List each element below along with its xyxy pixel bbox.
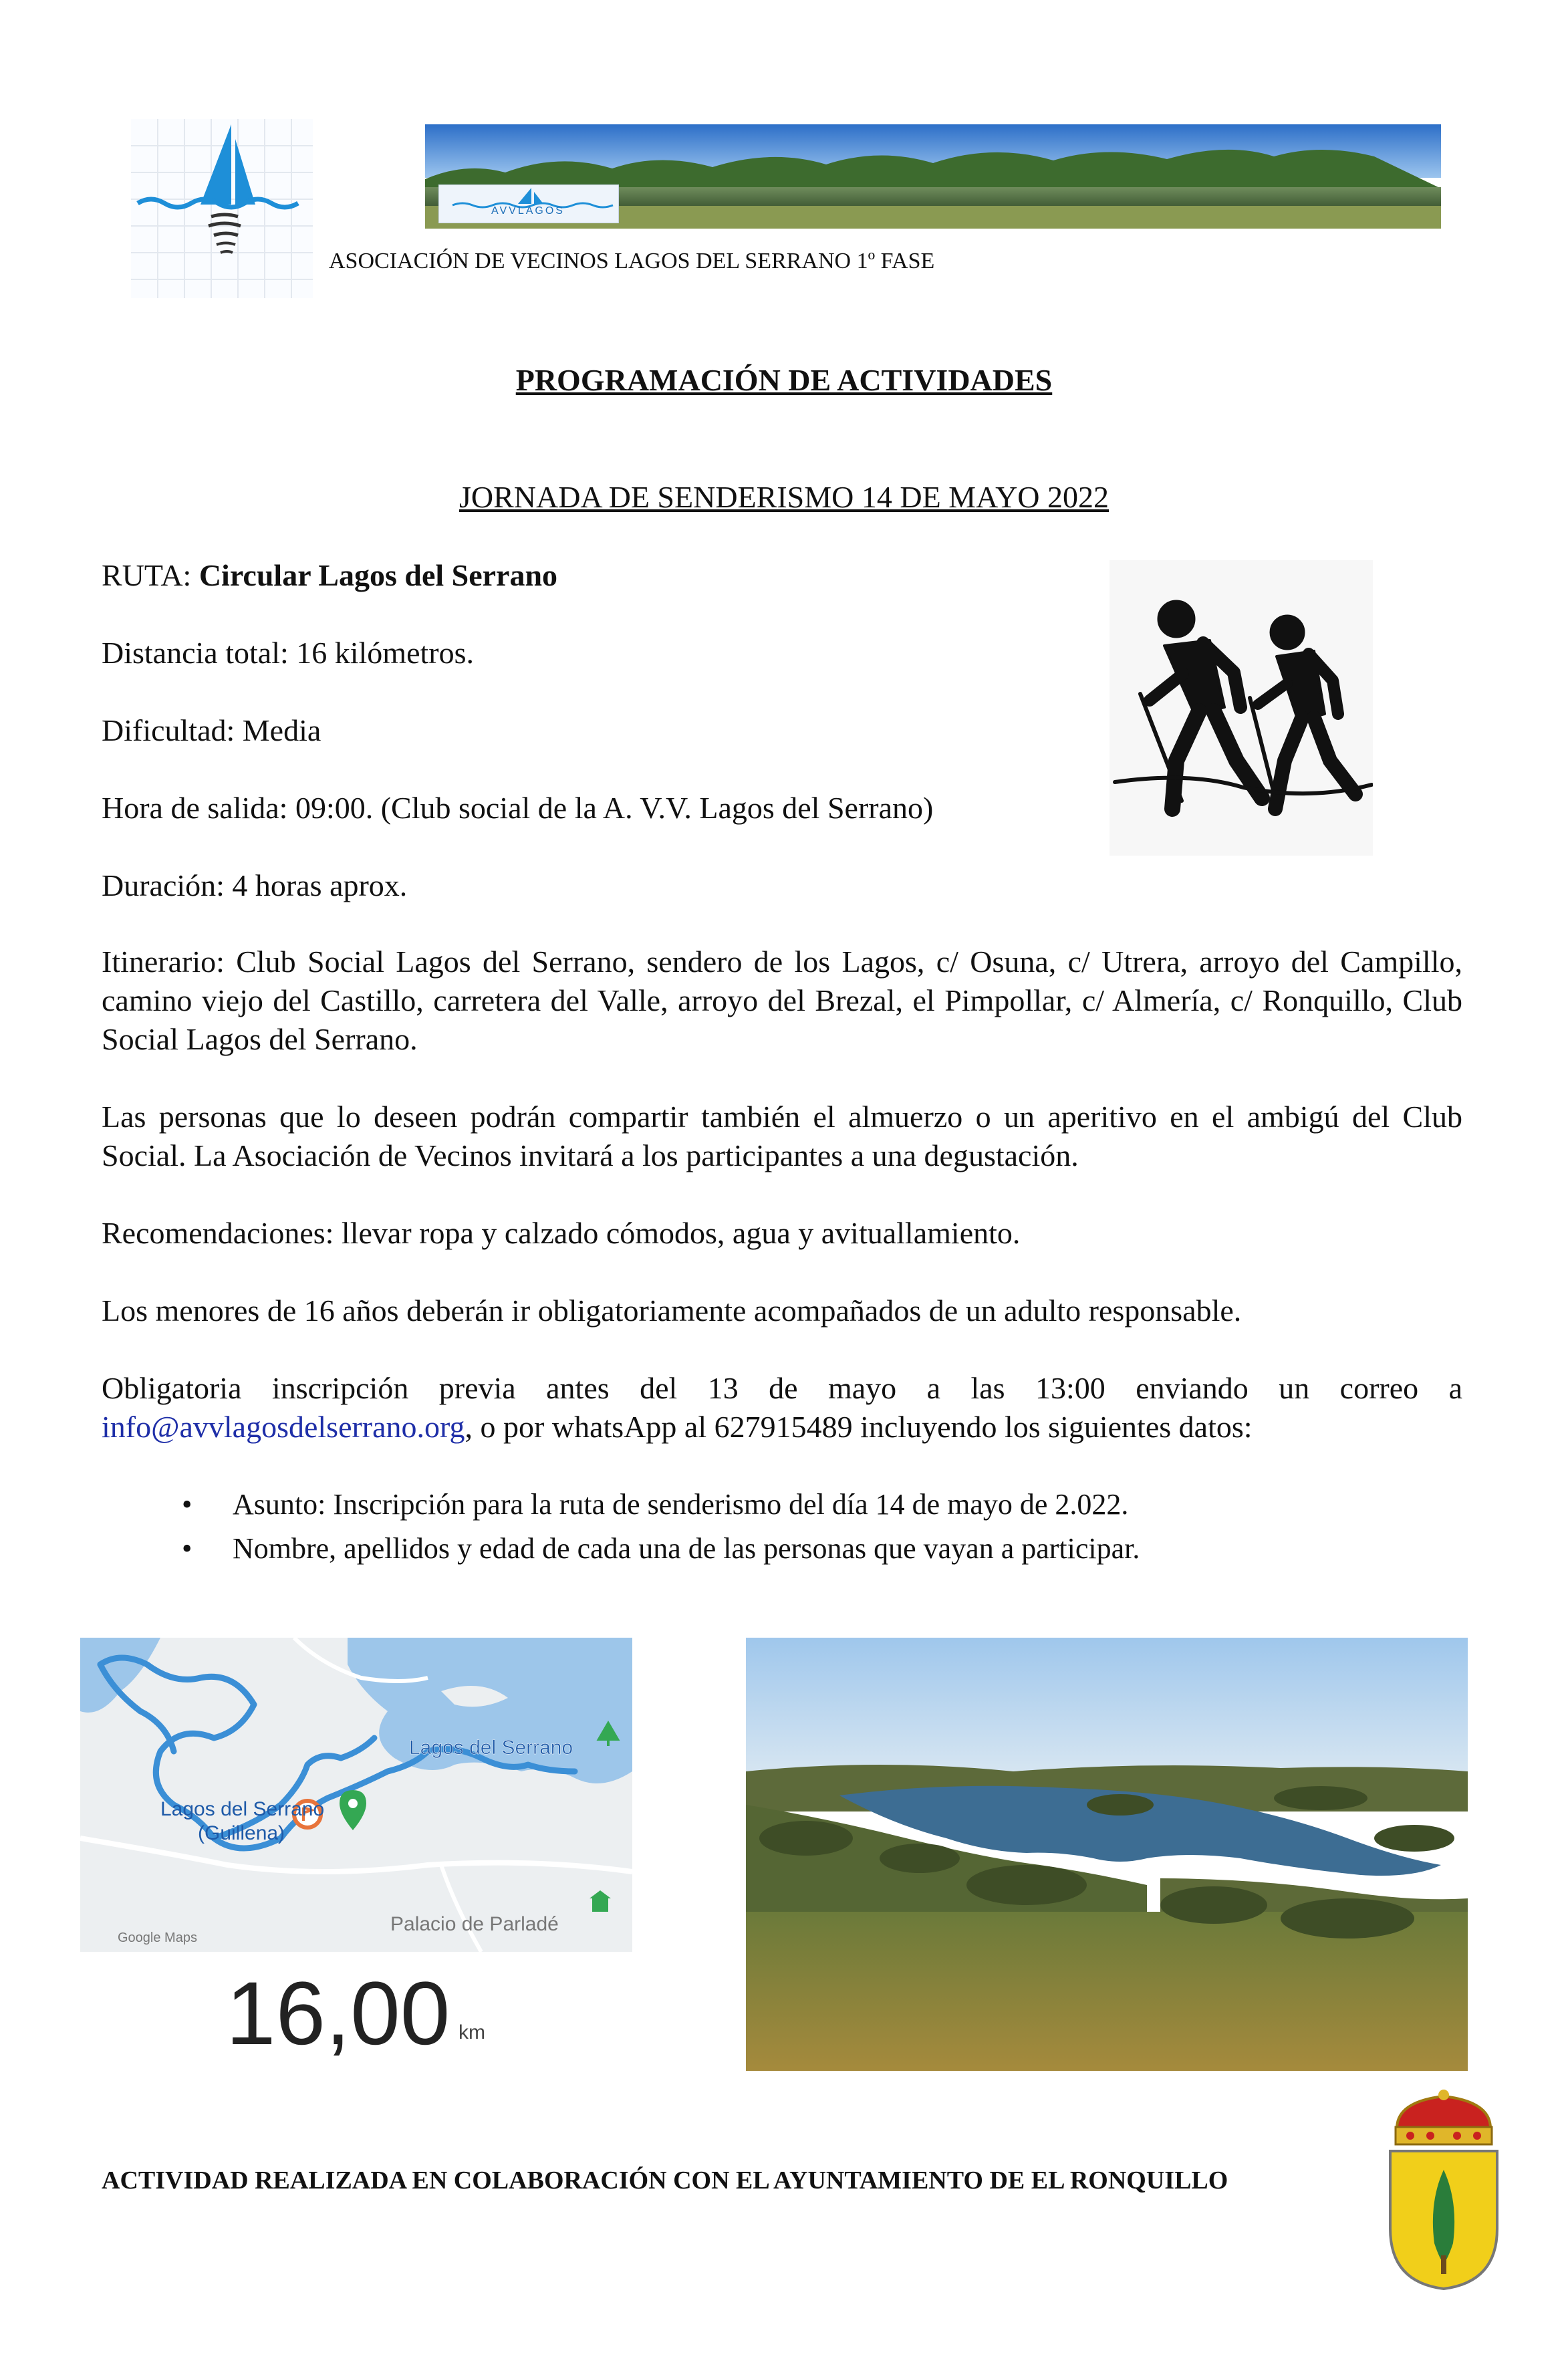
registration-contact-line — [102, 1408, 1253, 1447]
map-label-guillena: (Guillena) — [198, 1822, 285, 1844]
route-label: RUTA: — [102, 558, 199, 592]
distance-panel — [80, 1952, 632, 2072]
map-label-palacio: Palacio de Parladé — [390, 1913, 559, 1935]
distance-line: Distancia total: 16 kilómetros. — [102, 636, 475, 670]
association-logo — [131, 119, 313, 298]
list-item: • Asunto: Inscripción para la ruta de senderismo del día 14 de mayo de 2.022. — [182, 1483, 1140, 1527]
hikers-image — [1109, 560, 1373, 856]
sailboat-icon — [131, 119, 313, 298]
route-map — [80, 1638, 632, 2072]
registration-line: Obligatoria inscripción previa antes del 13 de mayo a las 13:00 enviando un correo a — [102, 1371, 1462, 1405]
minors-line: Los menores de 16 años deberán ir obligatoriamente acompañados de un adulto responsable. — [102, 1293, 1242, 1328]
page-title: PROGRAMACIÓN DE ACTIVIDADES — [515, 363, 1053, 397]
registration-rest: , o por whatsApp al 627915489 incluyendo los siguientes datos: — [465, 1410, 1253, 1444]
route-line — [102, 556, 557, 595]
hikers-icon — [1109, 560, 1373, 856]
itinerary-paragraph: Itinerario: Club Social Lagos del Serrano, sendero de los Lagos, c/ Osuna, c/ Utrera, arroyo del Campillo, camino viejo del Castillo, carretera del Valle, arroyo del Brezal, el Pimpollar, c/ Almería, c/ Ronquillo, Club Social Lagos del Serrano. — [102, 945, 1462, 1056]
association-name: ASOCIACIÓN DE VECINOS LAGOS DEL SERRANO 1º FASE — [329, 249, 935, 273]
route-name: Circular Lagos del Serrano — [199, 558, 558, 592]
coat-of-arms-icon — [1384, 2088, 1504, 2291]
duration-line: Duración: 4 horas aprox. — [102, 868, 408, 902]
map-label-lagos-guillena: Lagos del Serrano — [160, 1798, 325, 1820]
list-item: • Nombre, apellidos y edad de cada una de las personas que vayan a participar. — [182, 1527, 1140, 1571]
footer-collaboration: ACTIVIDAD REALIZADA EN COLABORACIÓN CON EL AYUNTAMIENTO DE EL RONQUILLO — [102, 2166, 1228, 2195]
map-label-lagos: Lagos del Serrano — [409, 1737, 573, 1759]
banner-logo-text: AVVLAGOS — [491, 205, 565, 217]
header-banner — [425, 124, 1441, 229]
lunch-paragraph: Las personas que lo deseen podrán compartir también el almuerzo o un aperitivo en el ambigú del Club Social. La Asociación de Vecinos invitará a los participantes a una degustación. — [102, 1100, 1462, 1172]
email-link[interactable]: info@avvlagosdelserrano.org — [102, 1410, 465, 1444]
required-data-list — [182, 1483, 1140, 1571]
departure-line: Hora de salida: 09:00. (Club social de la A. V.V. Lagos del Serrano) — [102, 791, 934, 825]
difficulty-line: Dificultad: Media — [102, 713, 321, 747]
map-attribution: Google Maps — [118, 1930, 197, 1945]
coat-of-arms — [1384, 2088, 1504, 2291]
distance-unit: km — [459, 2021, 485, 2043]
reservoir-photo — [746, 1638, 1468, 2071]
recommendations-line: Recomendaciones: llevar ropa y calzado cómodos, agua y avituallamiento. — [102, 1216, 1021, 1250]
event-title: JORNADA DE SENDERISMO 14 DE MAYO 2022 — [459, 480, 1109, 514]
banner-logo — [438, 184, 619, 223]
distance-value: 16,00 — [226, 1964, 450, 2064]
